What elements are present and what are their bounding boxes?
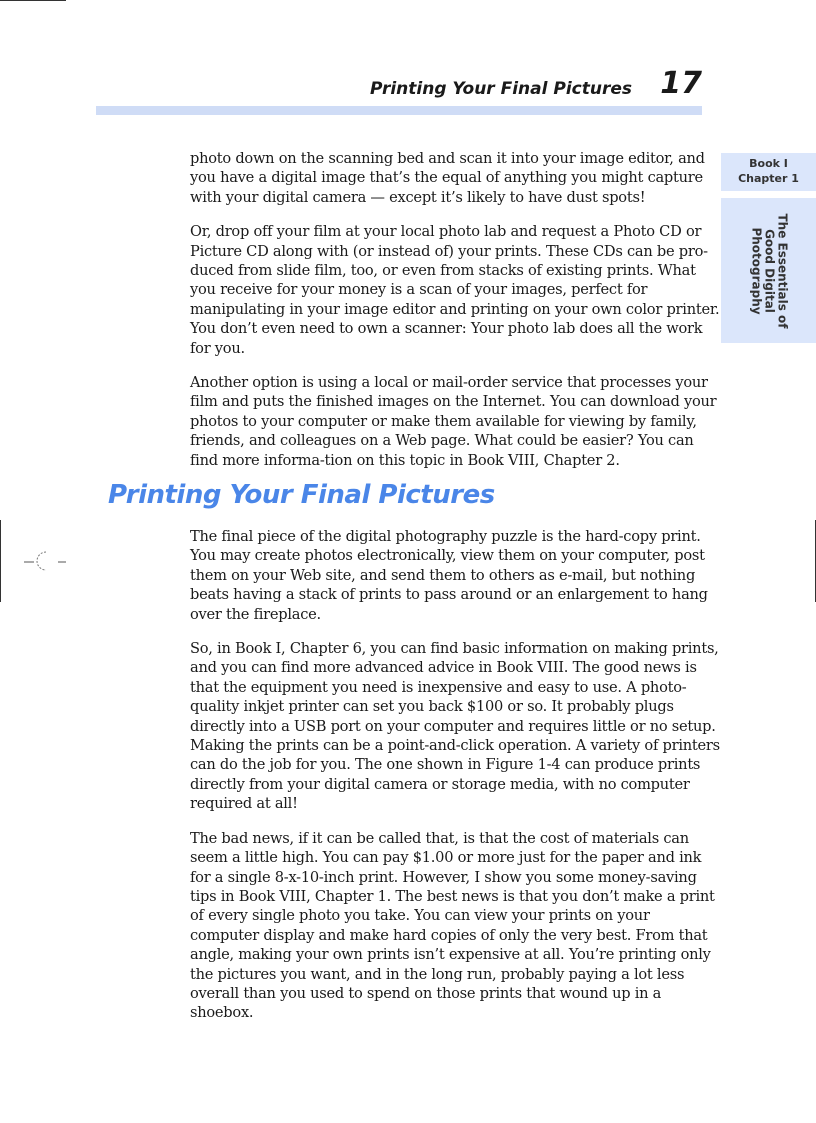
thumb-tab-part-line: The Essentials of [775,212,789,329]
body-text-after-heading [190,527,720,1038]
running-header [96,66,702,115]
thumb-tab-book-label: Book I [749,157,788,170]
section-heading: Printing Your Final Pictures [108,480,495,510]
body-paragraph: So, in Book I, Chapter 6, you can find basic information on making prints, and you can find more advanced advice in Book VIII. The good news is that the equipment you need is inexpensive and easy to use. A photo-quality inkjet printer can set you back $100 or so. It probably plugs directly into a USB port on your computer and requires little or no setup. Making the prints can be a point-and-click operation. A variety of printers can do the job for you. The one shown in Figure 1-4 can produce prints directly from your digital camera or storage media, with no computer required at all! [190,640,720,813]
registration-mark-icon [24,548,68,574]
thumb-tab-part-text [749,204,788,338]
body-paragraph: The bad news, if it can be called that, is that the cost of materials can seem a little high. You can pay $1.00 or more just for the paper and ink for a single 8-x-10-inch print. However, I show you some money-saving tips in Book VIII, Chapter 1. The best news is that you don’t make a print of every single photo you take. You can view your prints on your computer display and make hard copies of only the very best. From that angle, making your own prints isn’t expensive at all. You’re printing only the pictures you want, and in the long run, probably paying a lot less overall than you used to spend on those prints that wound up in a shoebox. [190,829,715,1022]
page-number: 17 [660,66,702,101]
body-paragraph: Another option is using a local or mail-order service that processes your film and puts the finished images on the Internet. You can download your photos to your computer or make them available for viewing by family, friends, and colleagues on a Web page. What could be easier? You can find more informa-tion on this topic in Book VIII, Chapter 2. [190,374,717,469]
thumb-tab-part-line: Photography [749,226,763,315]
crop-mark-left [0,520,1,602]
thumb-tab-book-chapter [721,153,816,191]
thumb-tab-chapter-label: Chapter 1 [738,172,799,185]
thumb-tab-part-title [721,198,816,343]
body-text-before-heading [190,149,720,485]
thumb-tab-part-line: Good Digital [762,228,776,313]
body-paragraph: The final piece of the digital photography puzzle is the hard-copy print. You may create photos electronically, view them on your computer, post them on your Web site, and send them to others as e-mail, but nothing beats having a stack of prints to pass around or an enlargement to hang over the fireplace. [190,528,708,623]
body-paragraph: photo down on the scanning bed and scan it into your image editor, and you have a digital image that’s the equal of anything you might capture with your digital camera — except it’s likely to have dust spots! [190,150,705,206]
body-paragraph: Or, drop off your film at your local photo lab and request a Photo CD or Picture CD along with (or instead of) your prints. These CDs can be pro-duced from slide film, too, or even from stacks of existing prints. What you receive for your money is a scan of your images, perfect for manipulating in your image editor and printing on your own color printer. You don’t even need to own a scanner: Your photo lab does all the work for you. [190,223,720,357]
crop-mark-top [0,0,66,1]
running-header-title: Printing Your Final Pictures [370,79,632,99]
